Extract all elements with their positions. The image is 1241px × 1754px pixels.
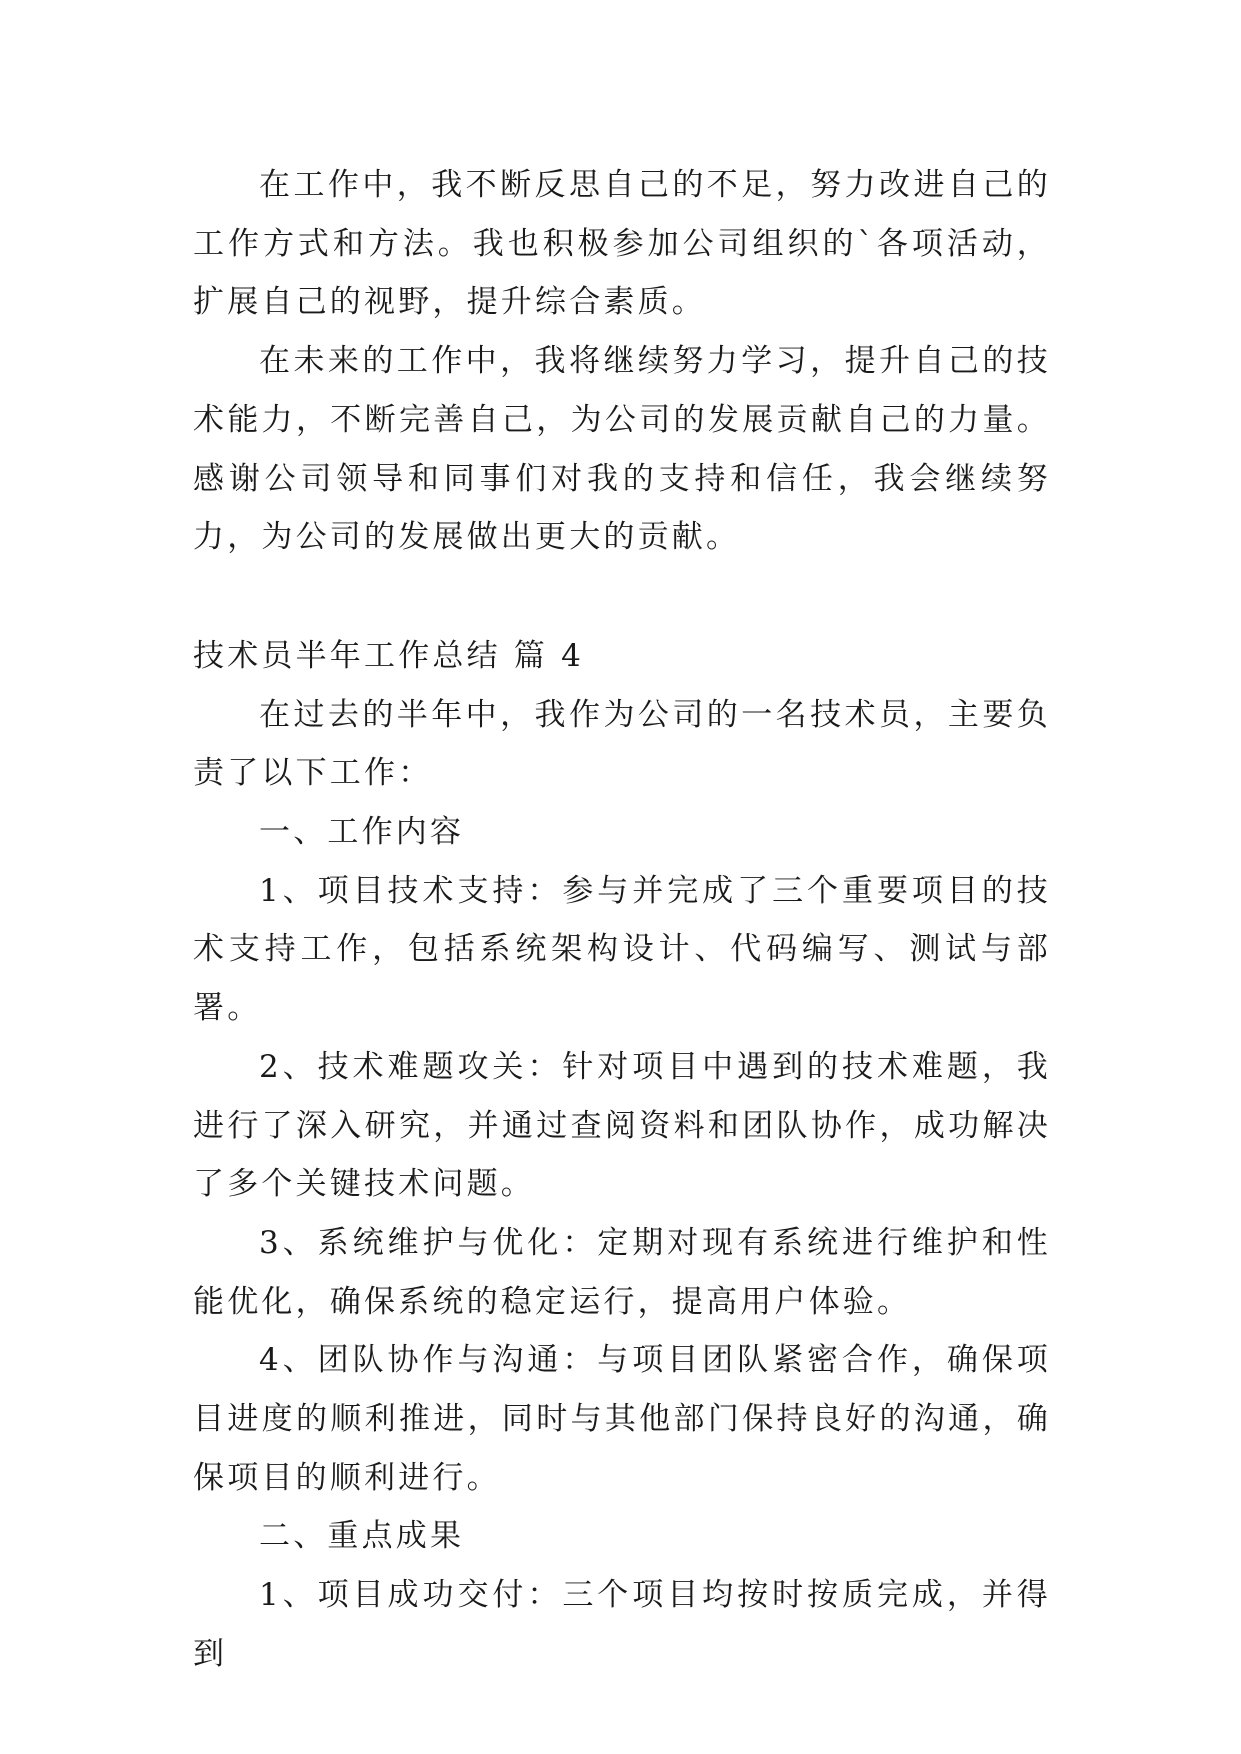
paragraph-intro: 在过去的半年中，我作为公司的一名技术员，主要负责了以下工作：: [193, 696, 1051, 792]
paragraph-item-2: 2、技术难题攻关：针对项目中遇到的技术难题，我进行了深入研究，并通过查阅资料和团队协作，成功解决了多个关键技术问题。: [193, 1048, 1051, 1203]
section-gap: [193, 567, 1051, 627]
subheading-work-content: 一、工作内容: [259, 814, 465, 851]
paragraph-item-4: 4、团队协作与沟通：与项目团队紧密合作，确保项目进度的顺利推进，同时与其他部门保持良好的沟通，确保项目的顺利进行。: [193, 1342, 1051, 1496]
paragraph-future: 在未来的工作中，我将继续努力学习，提升自己的技术能力，不断完善自己，为公司的发展贡献自己的力量。感谢公司领导和同事们对我的支持和信任，我会继续努力，为公司的发展做出更大的贡献。: [193, 343, 1051, 556]
subheading-key-results: 二、重点成果: [259, 1518, 465, 1555]
paragraph-item-1: 1、项目技术支持：参与并完成了三个重要项目的技术支持工作，包括系统架构设计、代码编写、测试与部署。: [193, 872, 1051, 1027]
paragraph-result-1: 1、项目成功交付：三个项目均按时按质完成，并得到: [193, 1577, 1051, 1672]
paragraph-item-3: 3、系统维护与优化：定期对现有系统进行维护和性能优化，确保系统的稳定运行，提高用户体验。: [193, 1224, 1051, 1320]
paragraph-reflection: 在工作中，我不断反思自己的不足，努力改进自己的工作方式和方法。我也积极参加公司组织的`各项活动，扩展自己的视野，提升综合素质。: [193, 167, 1051, 321]
section-title: 技术员半年工作总结 篇 4: [193, 637, 585, 674]
document-body: [193, 156, 1051, 1684]
